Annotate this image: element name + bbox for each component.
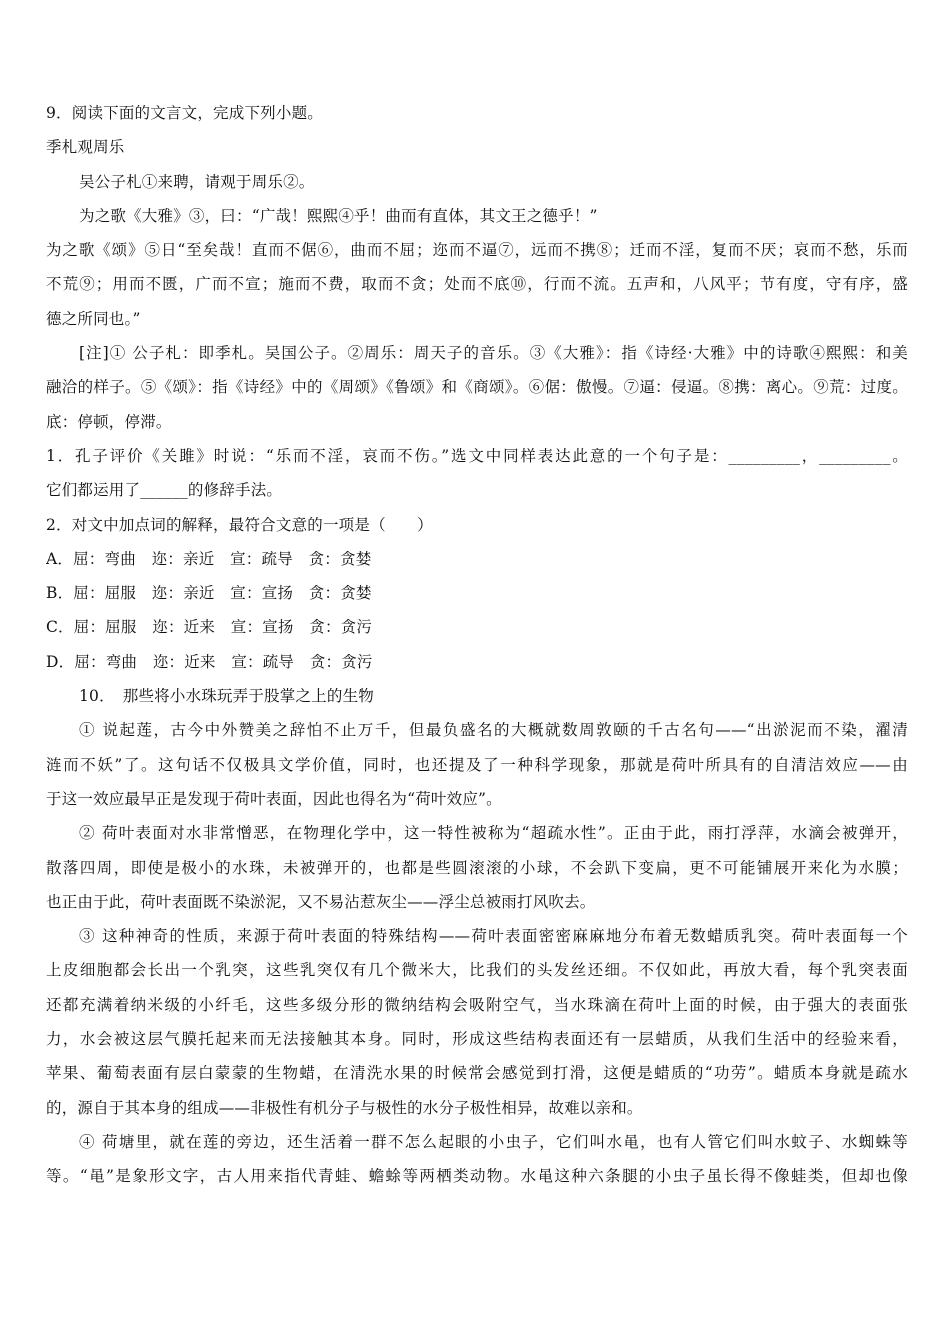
passage-title: 季札观周乐 [46,138,125,157]
q10-para-3-line-5: 苹果、葡萄表面有层白蒙蒙的生物蜡，在清洗水果的时候常会感觉到打滑，这便是蜡质的“功劳”。蜡质本身就是疏水 [46,1064,908,1083]
q10-para-3-line-4: 力，水会被这层气膜托起来而无法接触其本身。同时，形成这些结构表面还有一层蜡质，从我们生活中的经验来看， [46,1030,908,1049]
q10-para-1-line-2: 涟而不妖”了。这句话不仅极具文学价值，同时，也还提及了一种科学现象，那就是荷叶所具有的自清洁效应——由 [46,755,908,774]
option-d: D．屈：弯曲 迩：近来 宣：疏导 贪：贪污 [46,652,373,671]
passage-para-2: 为之歌《大雅》③，曰：“广哉！熙熙④乎！曲而有直体，其文王之德乎！” [79,206,598,225]
passage-para-3-line-1: 为之歌《颂》⑤日“至矣哉！直而不倨⑥，曲而不屈；迩而不逼⑦，远而不携⑧；迁而不淫，复而不厌；哀而不愁，乐而 [46,241,908,260]
q10-para-1-line-1: ① 说起莲，古今中外赞美之辞怕不止万千，但最负盛名的大概就数周敦颐的千古名句——“出淤泥而不染，濯清 [79,721,908,740]
q10-para-3-line-2: 上皮细胞都会长出一个乳突，这些乳突仅有几个微米大，比我们的头发丝还细。不仅如此，再放大看，每个乳突表面 [46,961,908,980]
subquestion-1-line-1: 1．孔子评价《关雎》时说：“乐而不淫，哀而不伤。”选文中同样表达此意的一个句子是：_________，_________。 [46,446,908,465]
question-10-header: 10． 那些将小水珠玩弄于股掌之上的生物 [79,687,374,706]
q10-para-3-line-3: 还都充满着纳米级的小纤毛，这些多级分形的微纳结构会吸附空气，当水珠滴在荷叶上面的时候，由于强大的表面张 [46,995,908,1014]
q10-para-2-line-1: ② 荷叶表面对水非常憎恶，在物理化学中，这一特性被称为“超疏水性”。正由于此，雨打浮萍，水滴会被弹开， [79,824,908,843]
q10-para-3-line-1: ③ 这种神奇的性质，来源于荷叶表面的特殊结构——荷叶表面密密麻麻地分布着无数蜡质乳突。荷叶表面每一个 [79,927,908,946]
notes-line-2: 融洽的样子。⑤《颂》：指《诗经》中的《周颂》《鲁颂》和《商颂》。⑥倨：傲慢。⑦逼：侵逼。⑧携：离心。⑨荒：过度。 [46,378,908,397]
question-9-header: 9．阅读下面的文言文，完成下列小题。 [46,104,323,122]
passage-para-1: 吴公子札①来聘，请观于周乐②。 [79,172,315,191]
document-page [46,96,908,1194]
passage-para-3-line-2: 不荒⑨；用而不匮，广而不宣；施而不费，取而不贪；处而不底⑩，行而不流。五声和，八风平；节有度，守有序，盛 [46,275,908,294]
subquestion-2: 2．对文中加点词的解释，最符合文意的一项是（ ） [46,515,433,534]
option-c: C．屈：屈服 迩：近来 宣：宣扬 贪：贪污 [46,618,373,637]
q10-para-3-line-6: 的，源自于其本身的组成——非极性有机分子与极性的水分子极性相异，故难以亲和。 [46,1098,643,1117]
q10-para-1-line-3: 于这一效应最早正是发现于荷叶表面，因此也得名为“荷叶效应”。 [46,789,502,808]
q10-para-2-line-2: 散落四周，即使是极小的水珠，未被弹开的，也都是些圆滚滚的小球，不会趴下变扁，更不可能铺展开来化为水膜； [46,858,908,877]
subquestion-1-line-2: 它们都运用了______的修辞手法。 [46,481,283,500]
q10-para-4-line-1: ④ 荷塘里，就在莲的旁边，还生活着一群不怎么起眼的小虫子，它们叫水黾，也有人管它们叫水蚊子、水蜘蛛等 [79,1132,908,1151]
option-b: B．屈：屈服 迩：亲近 宣：宣扬 贪：贪婪 [46,584,372,603]
option-a: A．屈：弯曲 迩：亲近 宣：疏导 贪：贪婪 [46,549,372,568]
q10-para-2-line-3: 也正由于此，荷叶表面既不染淤泥，又不易沾惹灰尘——浮尘总被雨打风吹去。 [46,892,596,911]
notes-line-1: [注]① 公子札：即季札。吴国公子。②周乐：周天子的音乐。③《大雅》：指《诗经·大雅》中的诗歌④熙熙：和美 [79,344,908,363]
notes-line-3: 底：停顿，停滞。 [46,412,172,431]
q10-para-4-line-2: 等。“黾”是象形文字，古人用来指代青蛙、蟾蜍等两栖类动物。水黾这种六条腿的小虫子虽长得不像蛙类，但却也像 [46,1167,908,1186]
passage-para-3-line-3: 德之所同也。” [46,309,141,328]
